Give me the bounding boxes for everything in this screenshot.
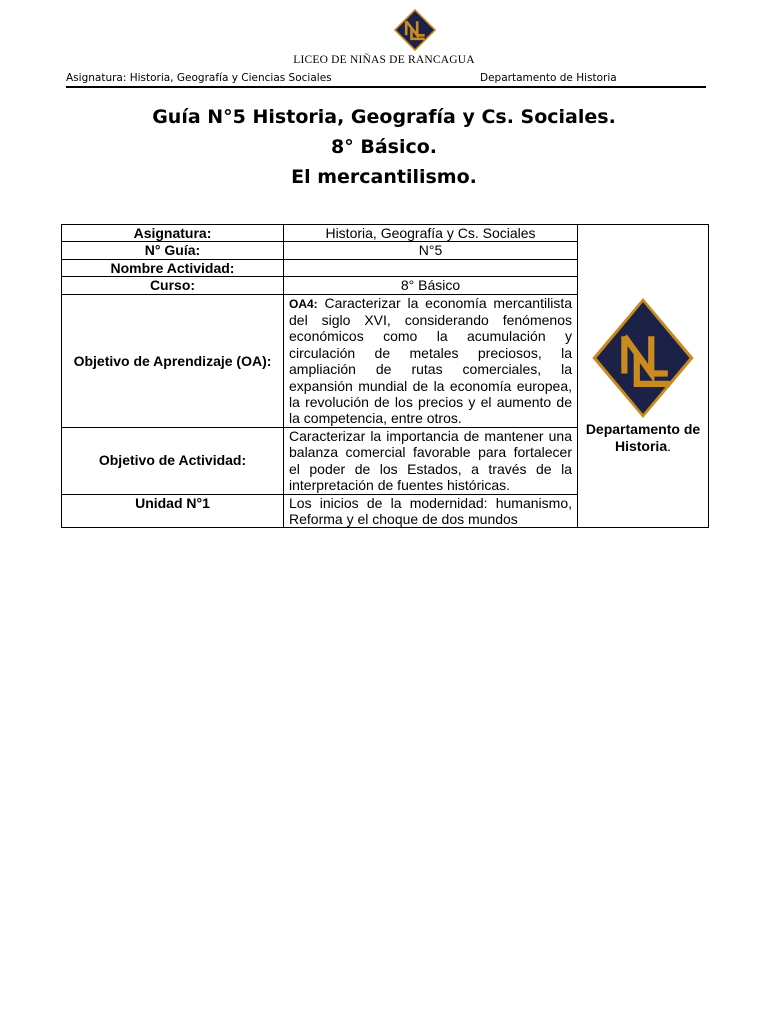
activity-label: Objetivo de Actividad:	[62, 427, 284, 494]
header-subject: Asignatura: Historia, Geografía y Ciencias Sociales	[66, 72, 332, 84]
title-line-2: 8° Básico.	[331, 136, 437, 158]
row-value: N°5	[284, 242, 578, 259]
header-line	[66, 72, 706, 88]
oa-tag: OA4:	[289, 296, 318, 311]
diamond-nl-logo-icon	[591, 297, 695, 419]
row-value: 8° Básico	[284, 277, 578, 294]
row-label: Asignatura:	[62, 225, 284, 242]
info-table	[61, 224, 709, 528]
diamond-nl-logo-icon	[392, 8, 438, 52]
activity-value: Caracterizar la importancia de mantener una balanza comercial favorable para fortalecer el poder de los Estados, a través de la interpretación de fuentes históricas.	[284, 427, 578, 494]
row-value	[284, 259, 578, 276]
header-department: Departamento de Historia	[480, 72, 617, 84]
unit-label: Unidad N°1	[62, 494, 284, 528]
unit-value: Los inicios de la modernidad: humanismo, Reforma y el choque de dos mundos	[284, 494, 578, 528]
title-line-1: Guía N°5 Historia, Geografía y Cs. Sociales.	[152, 106, 616, 128]
department-label: Departamento de Historia	[585, 421, 701, 455]
row-value: Historia, Geografía y Cs. Sociales	[284, 225, 578, 242]
table-row	[62, 225, 709, 242]
title-line-3: El mercantilismo.	[291, 166, 477, 188]
oa-label: Objetivo de Aprendizaje (OA):	[62, 294, 284, 427]
document-title	[0, 102, 768, 192]
oa-text: Caracterizar la economía mercantilista del siglo XVI, considerando fenómenos económicos como la acumulación y circulación de metales preciosos, la ampliación de rutas comerciales, la expansión mundial de la economía europea, la revolución de los precios y el aumento de la competencia, entre otros.	[289, 294, 572, 427]
school-name: LICEO DE NIÑAS DE RANCAGUA	[293, 54, 475, 66]
row-label: N° Guía:	[62, 242, 284, 259]
department-period: .	[667, 438, 671, 455]
oa-value	[284, 294, 578, 427]
row-label: Nombre Actividad:	[62, 259, 284, 276]
row-label: Curso:	[62, 277, 284, 294]
department-cell	[578, 225, 709, 528]
